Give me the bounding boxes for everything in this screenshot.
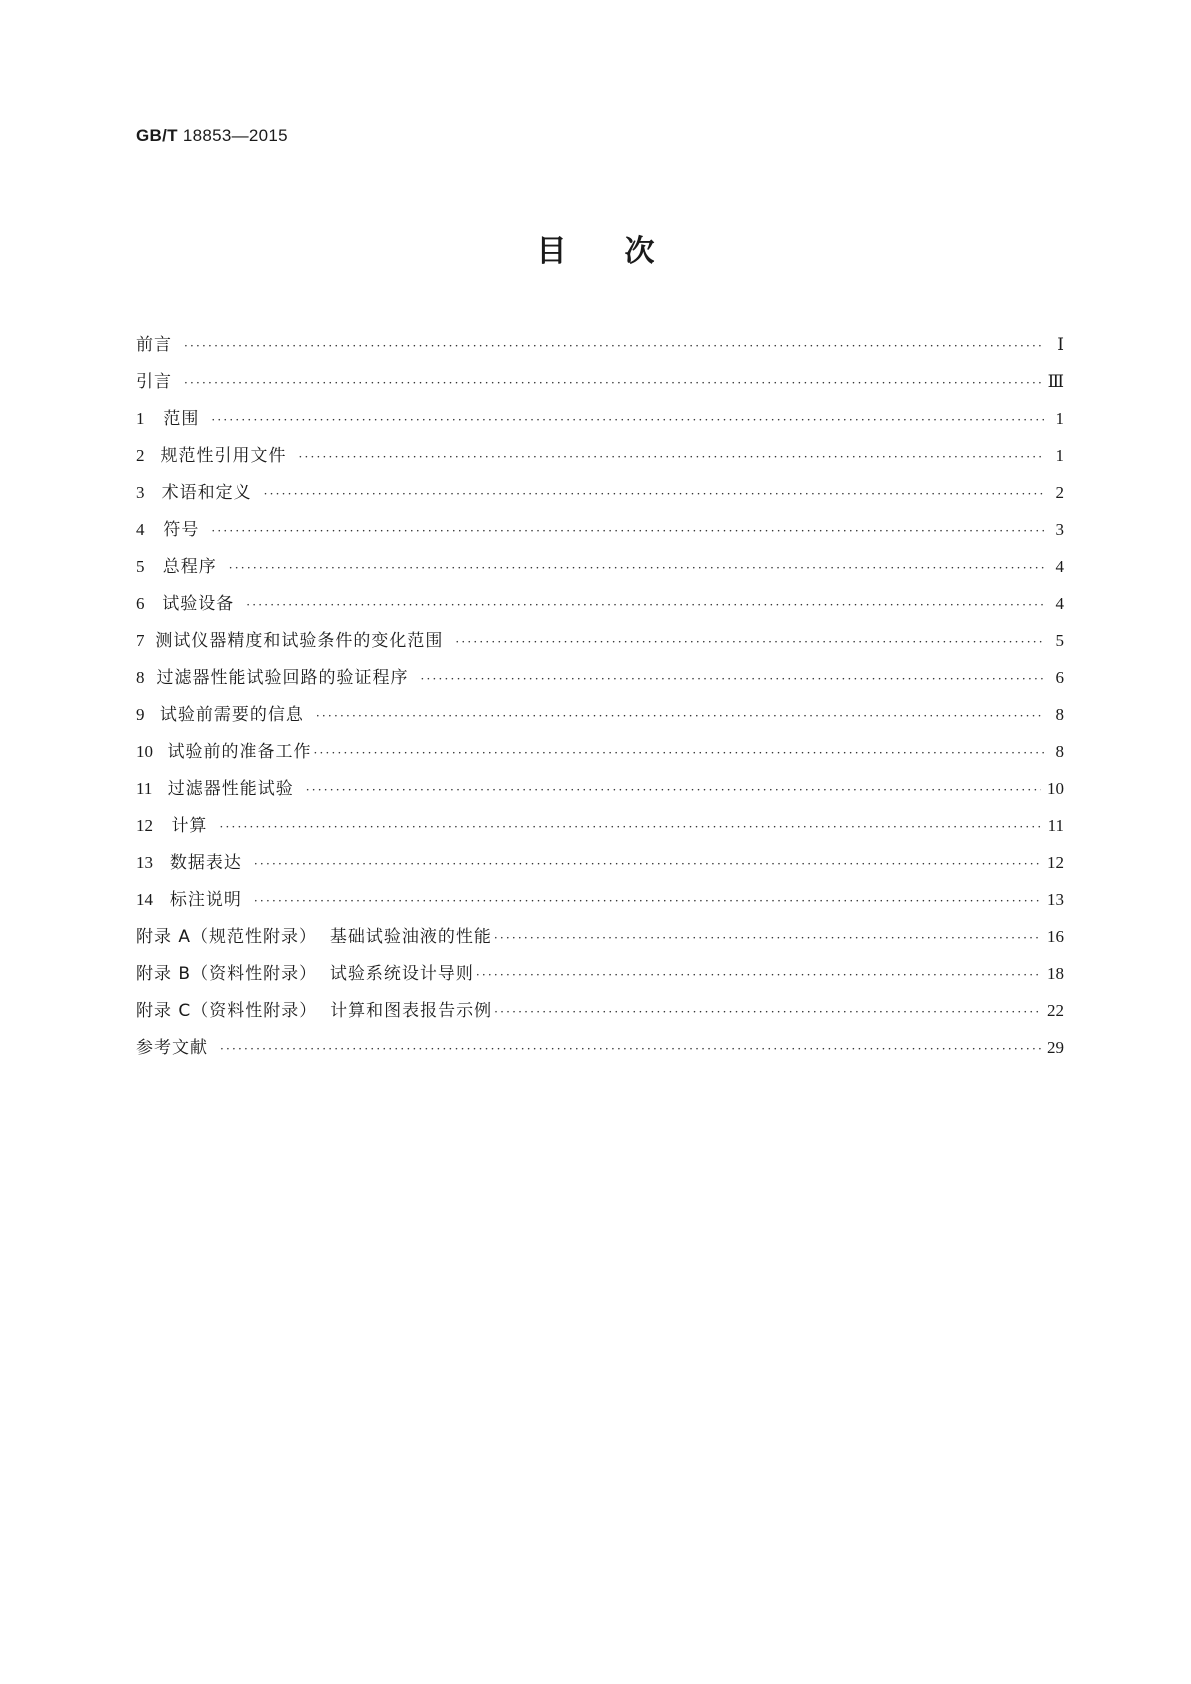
toc-entry-label: 引言 (136, 372, 172, 392)
toc-leader-dots (313, 735, 1044, 772)
toc-leader-dots (254, 883, 1041, 920)
toc-entry-label: 测试仪器精度和试验条件的变化范围 (155, 631, 444, 651)
toc-entry-11[interactable] (136, 770, 1064, 807)
toc-leader-dots (184, 328, 1044, 365)
toc-entry-number: 5 (136, 557, 145, 576)
toc-entry-number: 3 (136, 483, 145, 502)
toc-leader-dots (494, 920, 1041, 957)
toc-leader-dots (494, 994, 1041, 1031)
toc-entry-label: 过滤器性能试验 (167, 779, 294, 799)
toc-entry-number: 4 (136, 520, 145, 539)
toc-entry-number: 1 (136, 409, 145, 428)
toc-entry-page: 1 (1055, 446, 1064, 465)
toc-entry-page: 12 (1047, 853, 1064, 872)
toc-entry-label: 附录 A（规范性附录） 基础试验油液的性能 (136, 927, 492, 947)
toc-entry-page: 6 (1055, 668, 1064, 687)
toc-heading (0, 226, 1191, 270)
toc-entry-label: 前言 (136, 335, 172, 355)
toc-entry-number: 7 (136, 631, 145, 650)
toc-entry-page: 3 (1055, 520, 1064, 539)
toc-entry-number: 13 (136, 853, 153, 872)
toc-leader-dots (229, 550, 1044, 587)
toc-entry-label: 计算 (171, 816, 208, 836)
toc-entry-number: 2 (136, 446, 145, 465)
toc-entry-page: 18 (1047, 964, 1064, 983)
toc-entry-13[interactable] (136, 844, 1064, 881)
toc-entry-annex-a[interactable] (136, 918, 1064, 955)
toc-entry-page: 4 (1055, 594, 1064, 613)
toc-entry-label: 标注说明 (169, 890, 242, 910)
toc-entry-label: 试验前需要的信息 (159, 705, 304, 725)
toc-leader-dots (220, 1031, 1041, 1068)
toc-entry-page: 22 (1047, 1001, 1064, 1020)
toc-leader-dots (316, 698, 1044, 735)
toc-entry-page: 8 (1055, 705, 1064, 724)
toc-entry-label: 试验前的准备工作 (167, 742, 312, 762)
toc-entry-number: 12 (136, 816, 153, 835)
toc-entry-page: 10 (1047, 779, 1064, 798)
toc-entry-14[interactable] (136, 881, 1064, 918)
toc-entry-label: 试验设备 (162, 594, 235, 614)
toc-entry-2[interactable] (136, 437, 1064, 474)
toc-entry-number: 8 (136, 668, 145, 687)
toc-entry-page: 5 (1055, 631, 1064, 650)
toc-entry-label: 附录 B（资料性附录） 试验系统设计导则 (136, 964, 474, 984)
toc-entry-page: Ⅰ (1057, 335, 1064, 354)
toc-leader-dots (184, 365, 1042, 402)
toc-entry-3[interactable] (136, 474, 1064, 511)
toc-entry-page: 11 (1047, 816, 1064, 835)
toc-entry-bibliography[interactable] (136, 1029, 1064, 1066)
toc-entry-number: 6 (136, 594, 145, 613)
toc-entry-label: 附录 C（资料性附录） 计算和图表报告示例 (136, 1001, 493, 1021)
toc-leader-dots (246, 587, 1044, 624)
toc-entry-label: 过滤器性能试验回路的验证程序 (156, 668, 409, 688)
toc-entry-page: 29 (1047, 1038, 1064, 1057)
toc-leader-dots (476, 957, 1041, 994)
toc-entry-label: 范围 (163, 409, 200, 429)
toc-entry-label: 数据表达 (169, 853, 242, 873)
toc-entry-page: 2 (1055, 483, 1064, 502)
toc-leader-dots (298, 439, 1044, 476)
toc-entry-7[interactable] (136, 622, 1064, 659)
toc-entry-page: 4 (1055, 557, 1064, 576)
toc-entry-number: 10 (136, 742, 153, 761)
toc-entry-5[interactable] (136, 548, 1064, 585)
toc-entry-page: 8 (1055, 742, 1064, 761)
toc-leader-dots (211, 402, 1044, 439)
toc-entry-number: 9 (136, 705, 145, 724)
toc-entry-10[interactable] (136, 733, 1064, 770)
toc-entry-page: 16 (1047, 927, 1064, 946)
toc-entry-label: 规范性引用文件 (160, 446, 287, 466)
toc-entry-number: 11 (136, 779, 153, 798)
toc-heading-char-2: 次 (624, 234, 655, 269)
toc-entry-6[interactable] (136, 585, 1064, 622)
toc-leader-dots (219, 809, 1041, 846)
toc-entry-page: Ⅲ (1047, 372, 1064, 391)
toc-entry-label: 参考文献 (136, 1038, 208, 1058)
toc-entry-8[interactable] (136, 659, 1064, 696)
toc-entry-annex-b[interactable] (136, 955, 1064, 992)
toc-entry-9[interactable] (136, 696, 1064, 733)
toc-entry-page: 13 (1047, 890, 1064, 909)
toc-entry-foreword[interactable] (136, 326, 1064, 363)
toc-entry-1[interactable] (136, 400, 1064, 437)
toc-leader-dots (306, 772, 1041, 809)
toc-leader-dots (254, 846, 1041, 883)
toc-heading-char-1: 目 (536, 234, 567, 269)
toc-list (136, 326, 1064, 1066)
toc-entry-annex-c[interactable] (136, 992, 1064, 1029)
standard-code (136, 126, 288, 146)
toc-leader-dots (211, 513, 1044, 550)
standard-number: 18853—2015 (182, 126, 288, 145)
toc-entry-4[interactable] (136, 511, 1064, 548)
toc-entry-number: 14 (136, 890, 153, 909)
toc-entry-label: 符号 (163, 520, 200, 540)
standard-prefix: GB/T (136, 126, 178, 145)
toc-entry-introduction[interactable] (136, 363, 1064, 400)
toc-leader-dots (420, 661, 1044, 698)
toc-leader-dots (455, 624, 1044, 661)
toc-entry-label: 总程序 (162, 557, 217, 577)
toc-entry-page: 1 (1055, 409, 1064, 428)
toc-leader-dots (264, 476, 1044, 513)
toc-entry-12[interactable] (136, 807, 1064, 844)
toc-entry-label: 术语和定义 (161, 483, 252, 503)
